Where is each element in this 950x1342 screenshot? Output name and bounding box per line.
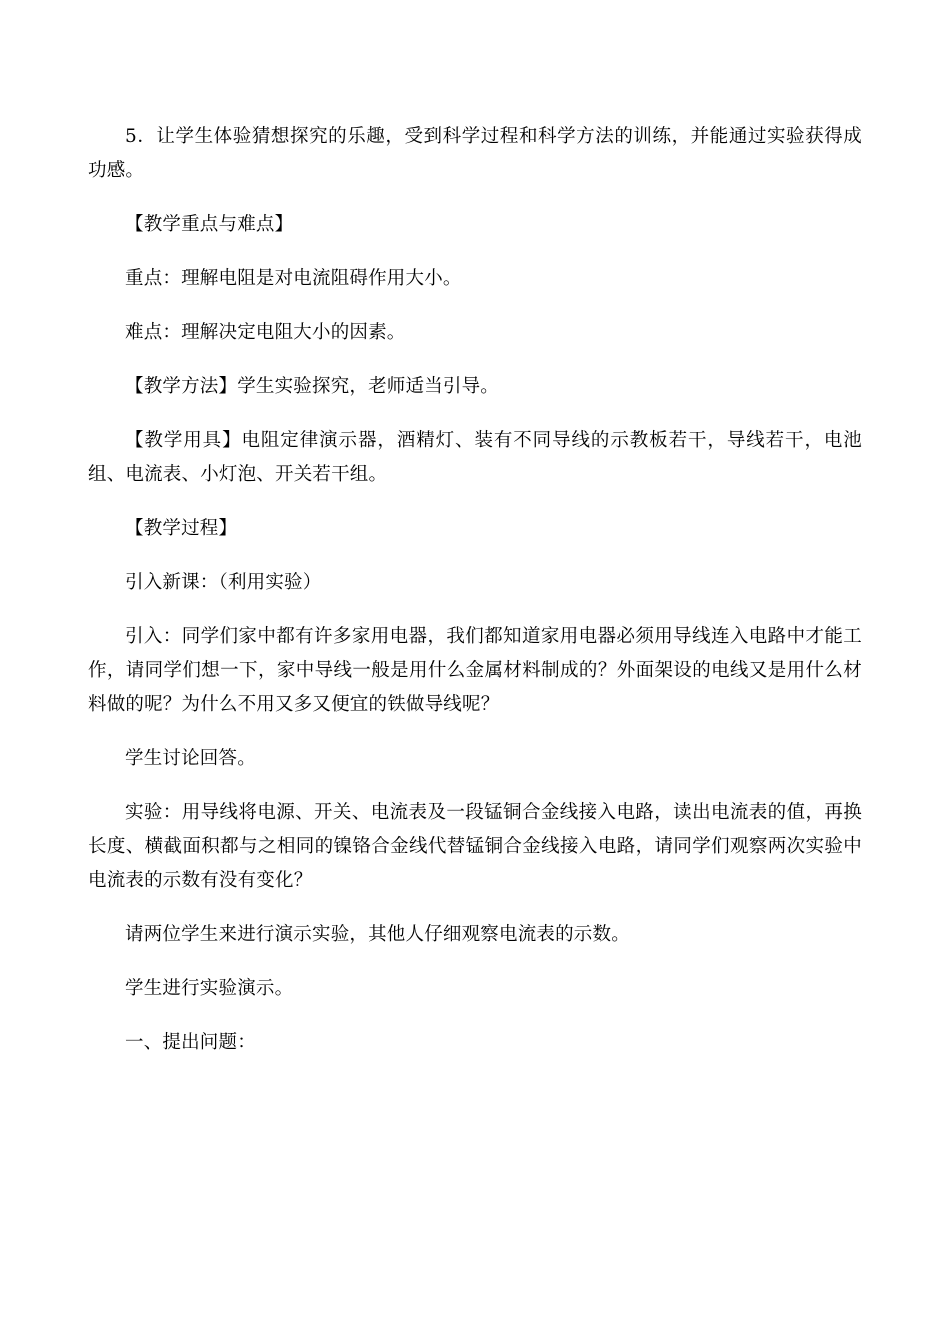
student-discussion-paragraph: 学生讨论回答。 — [125, 748, 256, 769]
teaching-method-paragraph: 【教学方法】学生实验探究，老师适当引导。 — [125, 376, 500, 397]
document-page — [88, 120, 862, 1080]
experiment-paragraph: 实验：用导线将电源、开关、电流表及一段锰铜合金线接入电路，读出电流表的值，再换长度、横截面积都与之相同的镍铬合金线代替锰铜合金线接入电路，请同学们观察两次实验中电流表的示数有没有变化？ — [88, 802, 862, 891]
raise-question-heading: 一、提出问题： — [125, 1032, 256, 1053]
intro-question-paragraph: 引入：同学们家中都有许多家用电器，我们都知道家用电器必须用导线连入电路中才能工作，请同学们想一下，家中导线一般是用什么金属材料制成的？外面架设的电线又是用什么材料做的呢？为什么不用又多又便宜的铁做导线呢？ — [88, 626, 862, 715]
teaching-tools-paragraph: 【教学用具】电阻定律演示器，酒精灯、装有不同导线的示教板若干，导线若干，电池组、电流表、小灯泡、开关若干组。 — [88, 430, 862, 485]
student-demo-paragraph: 学生进行实验演示。 — [125, 978, 294, 999]
objective-5-paragraph: 5．让学生体验猜想探究的乐趣，受到科学过程和科学方法的训练，并能通过实验获得成功感。 — [88, 126, 862, 181]
demo-request-paragraph: 请两位学生来进行演示实验，其他人仔细观察电流表的示数。 — [125, 924, 630, 945]
key-point-paragraph: 重点：理解电阻是对电流阻碍作用大小。 — [125, 268, 462, 289]
difficulty-paragraph: 难点：理解决定电阻大小的因素。 — [125, 322, 406, 343]
key-points-heading: 【教学重点与难点】 — [125, 214, 294, 235]
new-lesson-intro-paragraph: 引入新课：（利用实验） — [125, 572, 322, 593]
teaching-process-heading: 【教学过程】 — [125, 518, 238, 539]
